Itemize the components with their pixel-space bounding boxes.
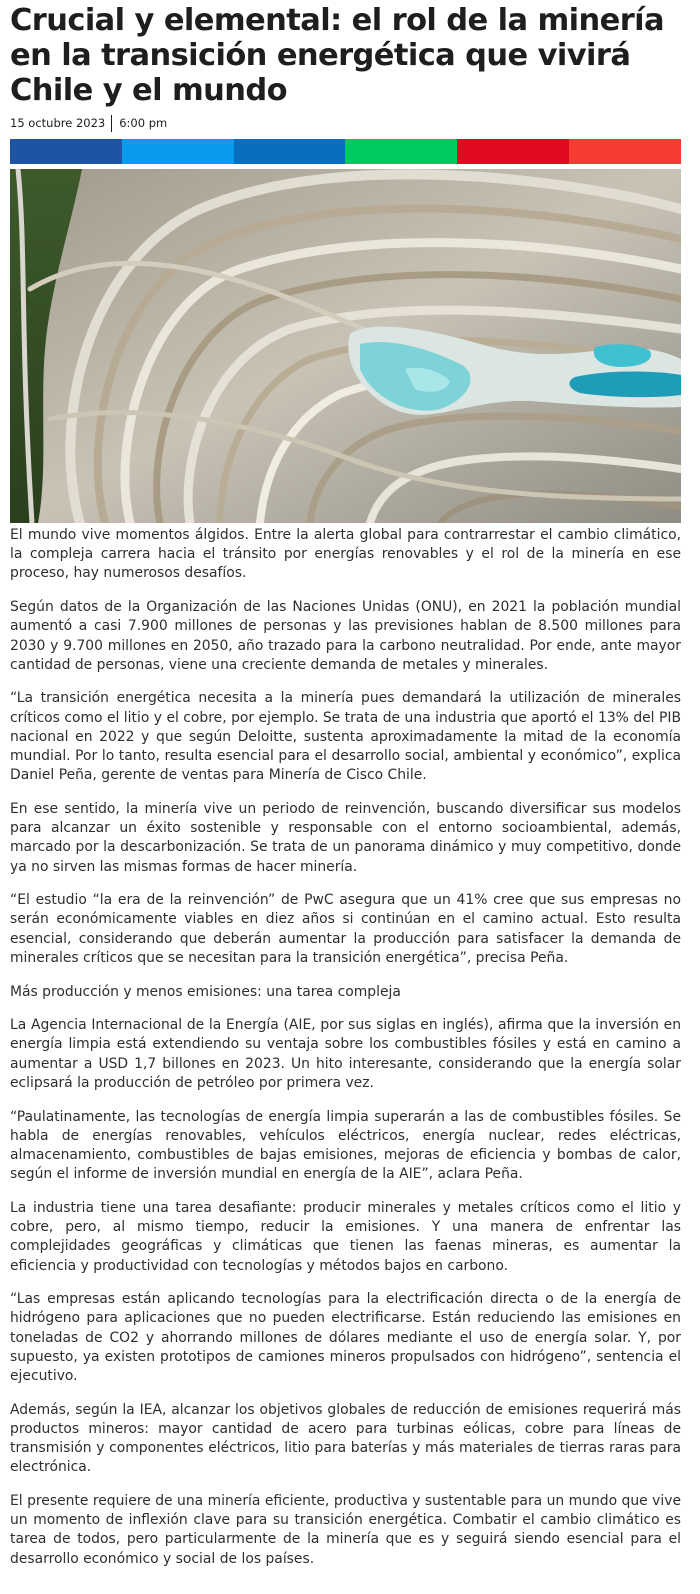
paragraph: “Las empresas están aplicando tecnologías para la electrificación directa o de la energía de hidrógeno para aplicaciones que no pueden electrificarse. Están reduciendo las emisiones en toneladas de CO2 y ahorrando millones de dólares mediante el uso de energía solar. Y, por supuesto, ya existen prototipos de camiones mineros propulsados con hidrógeno”, sentencia el ejecutivo.	[10, 1291, 681, 1385]
paragraph: La Agencia Internacional de la Energía (AIE, por sus siglas en inglés), afirma que la inversión en energía limpia está extendiendo su ventaja sobre los combustibles fósiles y está en camino a aumentar a USD 1,7 billones en 2023. Un hito interesante, considerando que la energía solar eclipsará la producción de petróleo por primera vez.	[10, 1017, 681, 1091]
color-segment	[234, 139, 346, 164]
paragraph: Además, según la IEA, alcanzar los objetivos globales de reducción de emisiones requerirá más productos mineros: mayor cantidad de acero para turbinas eólicas, cobre para líneas de transmisión y componentes eléctricos, litio para baterías y más materiales de tierras raras para electrónica.	[10, 1401, 681, 1476]
paragraph: El mundo vive momentos álgidos. Entre la alerta global para contrarrestar el cambio climático, la compleja carrera hacia el tránsito por energías renovables y el rol de la minería en ese proceso, hay numerosos desafíos.	[10, 527, 681, 582]
color-segment	[457, 139, 569, 164]
paragraph: El presente requiere de una minería eficiente, productiva y sustentable para un mundo que vive un momento de inflexión clave para su transición energética. Combatir el cambio climático es tarea de todos, pero particularmente de la minería que es y seguirá siendo esencial para el desarrollo económico y social de los países.	[10, 1493, 681, 1567]
paragraph: En ese sentido, la minería vive un periodo de reinvención, buscando diversificar sus modelos para alcanzar un éxito sostenible y responsable con el entorno socioambiental, además, marcado por la descarbonización. Se trata de un panorama dinámico y muy competitivo, donde ya no sirven las mismas formas de hacer minería.	[10, 800, 681, 875]
color-segment	[10, 139, 122, 164]
article-title: Crucial y elemental: el rol de la minería en la transición energética que vivirá Chile y el mundo	[10, 3, 664, 108]
article	[10, 0, 681, 1583]
open-pit-mine-image	[10, 169, 681, 523]
publish-time: 6:00 pm	[119, 116, 168, 130]
section-subheading: Más producción y menos emisiones: una tarea compleja	[10, 983, 401, 1000]
publish-date: 15 octubre 2023	[10, 116, 106, 130]
brand-color-bar	[10, 139, 681, 164]
paragraph: “Paulatinamente, las tecnologías de energía limpia superarán a las de combustibles fósiles. Se habla de energías renovables, vehículos eléctricos, energía nuclear, redes eléctricas, almacenamiento, combustibles de bajas emisiones, mejoras de eficiencia y bombas de calor, según el informe de inversión mundial en energía de la AIE”, aclara Peña.	[10, 1108, 681, 1183]
color-segment	[569, 139, 681, 164]
meta-divider	[111, 115, 112, 132]
paragraph: “La transición energética necesita a la minería pues demandará la utilización de minerales críticos como el litio y el cobre, por ejemplo. Se trata de una industria que aportó el 13% del PIB nacional en 2022 y que según Deloitte, sustenta aproximadamente la mitad de la economía mundial. Por lo tanto, resulta esencial para el desarrollo social, ambiental y económico”, explica Daniel Peña, gerente de ventas para Minería de Cisco Chile.	[10, 690, 681, 784]
color-segment	[122, 139, 234, 164]
hero-image	[10, 169, 681, 523]
article-body	[10, 526, 681, 1569]
color-segment	[345, 139, 457, 164]
paragraph: La industria tiene una tarea desafiante: producir minerales y metales críticos como el litio y cobre, pero, al mismo tiempo, reducir la emisiones. Y una manera de enfrentar las complejidades geográficas y climáticas que tienen las faenas mineras, es aumentar la eficiencia y productividad con tecnologías y métodos bajos en carbono.	[10, 1199, 681, 1274]
article-meta	[10, 113, 681, 133]
paragraph: “El estudio “la era de la reinvención” de PwC asegura que un 41% cree que sus empresas no serán económicamente viables en diez años si continúan en el camino actual. Esto resulta esencial, considerando que deberán aumentar la producción para satisfacer la demanda de minerales críticos que se necesitan para la transición energética”, precisa Peña.	[10, 892, 681, 966]
paragraph: Según datos de la Organización de las Naciones Unidas (ONU), en 2021 la población mundial aumentó a casi 7.900 millones de personas y las previsiones hablan de 8.500 millones para 2030 y 9.700 millones en 2050, año trazado para la carbono neutralidad. Por ende, ante mayor cantidad de personas, viene una creciente demanda de metales y minerales.	[10, 599, 681, 673]
